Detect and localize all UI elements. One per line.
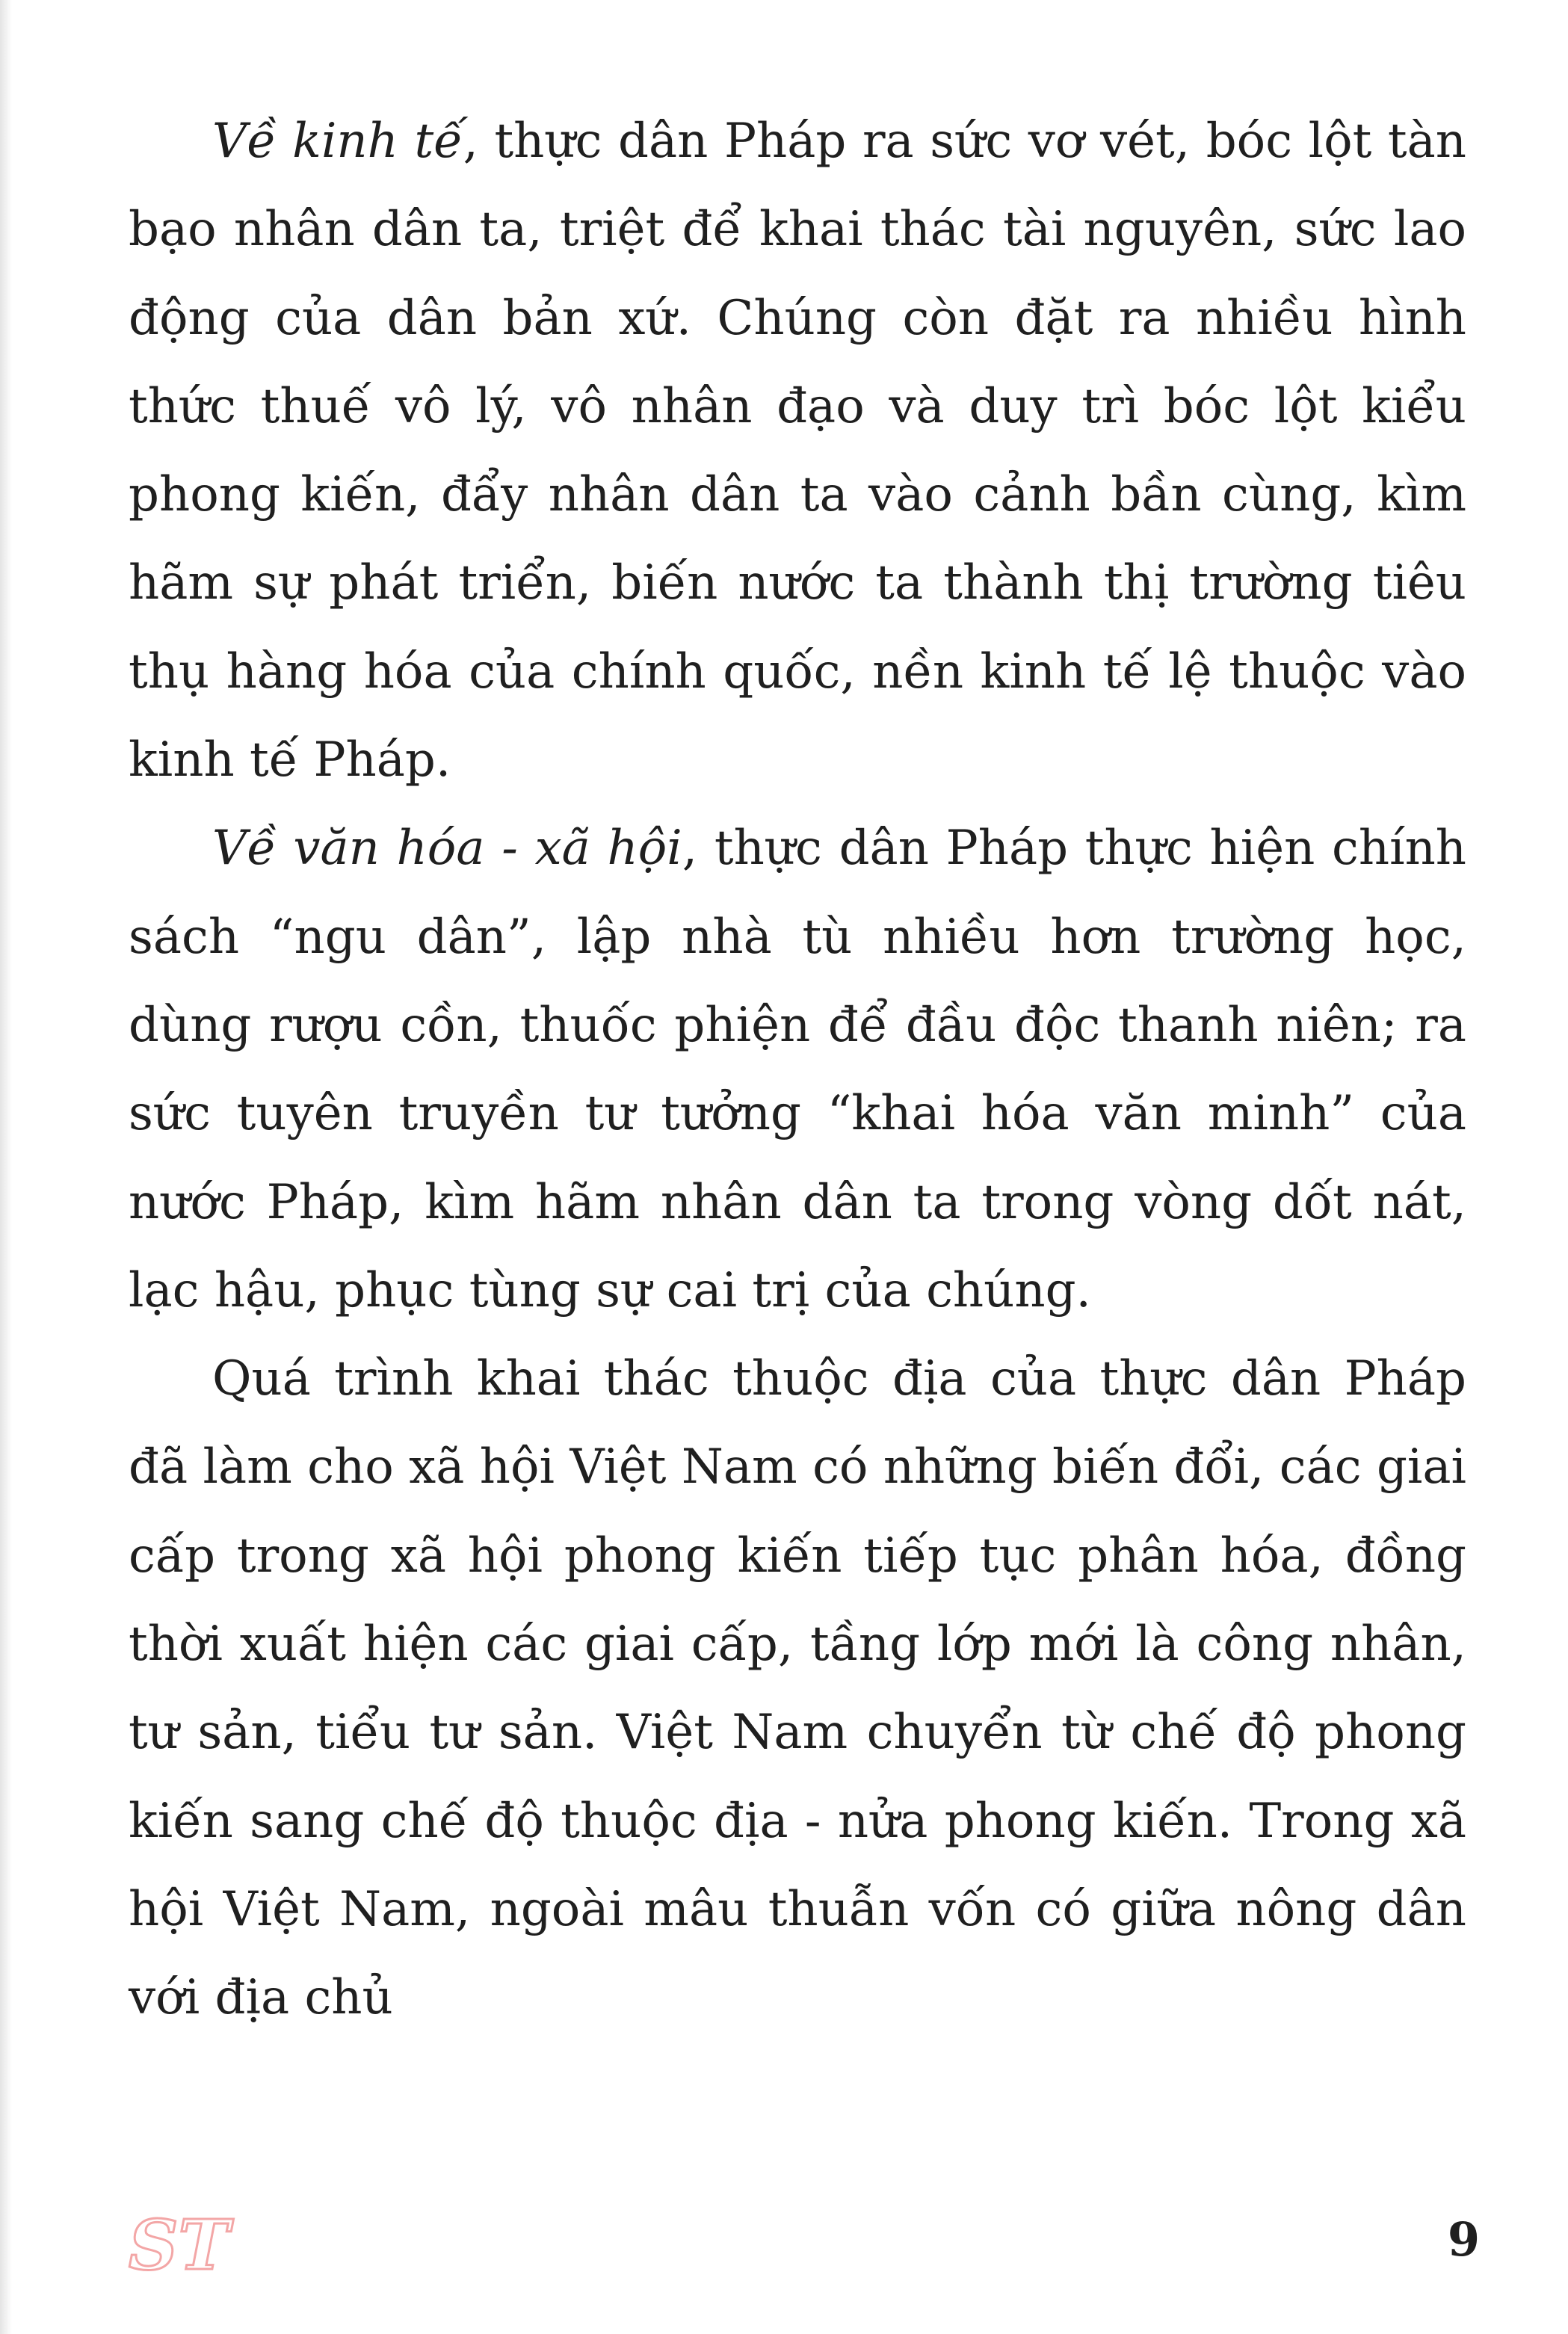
- paragraph-economy: [129, 97, 1466, 804]
- paragraph-text-culture-society: , thực dân Pháp thực hiện chính sách “ngu dân”, lập nhà tù nhiều hơn trường học, dùng rượu cồn, thuốc phiện để đầu độc thanh niên; ra sức tuyên truyền tư tưởng “khai hóa văn minh” của nước Pháp, kìm hãm nhân dân ta trong vòng dốt nát, lạc hậu, phục tùng sự cai trị của chúng.: [129, 821, 1467, 1318]
- paragraph-colonial-exploitation: [129, 1335, 1466, 2042]
- paragraph-text-economy: , thực dân Pháp ra sức vơ vét, bóc lột tàn bạo nhân dân ta, triệt để khai thác tài nguyên, sức lao động của dân bản xứ. Chúng còn đặt ra nhiều hình thức thuế vô lý, vô nhân đạo và duy trì bóc lột kiểu phong kiến, đẩy nhân dân ta vào cảnh bần cùng, kìm hãm sự phát triển, biến nước ta thành thị trường tiêu thụ hàng hóa của chính quốc, nền kinh tế lệ thuộc vào kinh tế Pháp.: [129, 114, 1466, 788]
- publisher-logo-text: ST: [129, 2205, 229, 2285]
- publisher-logo-icon: [126, 2203, 229, 2285]
- page-number: 9: [1447, 2212, 1480, 2267]
- paragraph-text-colonial-exploitation: Quá trình khai thác thuộc địa của thực dân Pháp đã làm cho xã hội Việt Nam có những biến đổi, các giai cấp trong xã hội phong kiến tiếp tục phân hóa, đồng thời xuất hiện các giai cấp, tầng lớp mới là công nhân, tư sản, tiểu tư sản. Việt Nam chuyển từ chế độ phong kiến sang chế độ thuộc địa - nửa phong kiến. Trong xã hội Việt Nam, ngoài mâu thuẫn vốn có giữa nông dân với địa chủ: [129, 1351, 1466, 2026]
- page-edge-shadow: [0, 0, 12, 2334]
- paragraph-lead-culture-society: Về văn hóa - xã hội: [212, 821, 682, 877]
- paragraph-culture-society: [129, 804, 1466, 1335]
- paragraph-lead-economy: Về kinh tế: [212, 114, 463, 169]
- page-body: [129, 97, 1466, 2043]
